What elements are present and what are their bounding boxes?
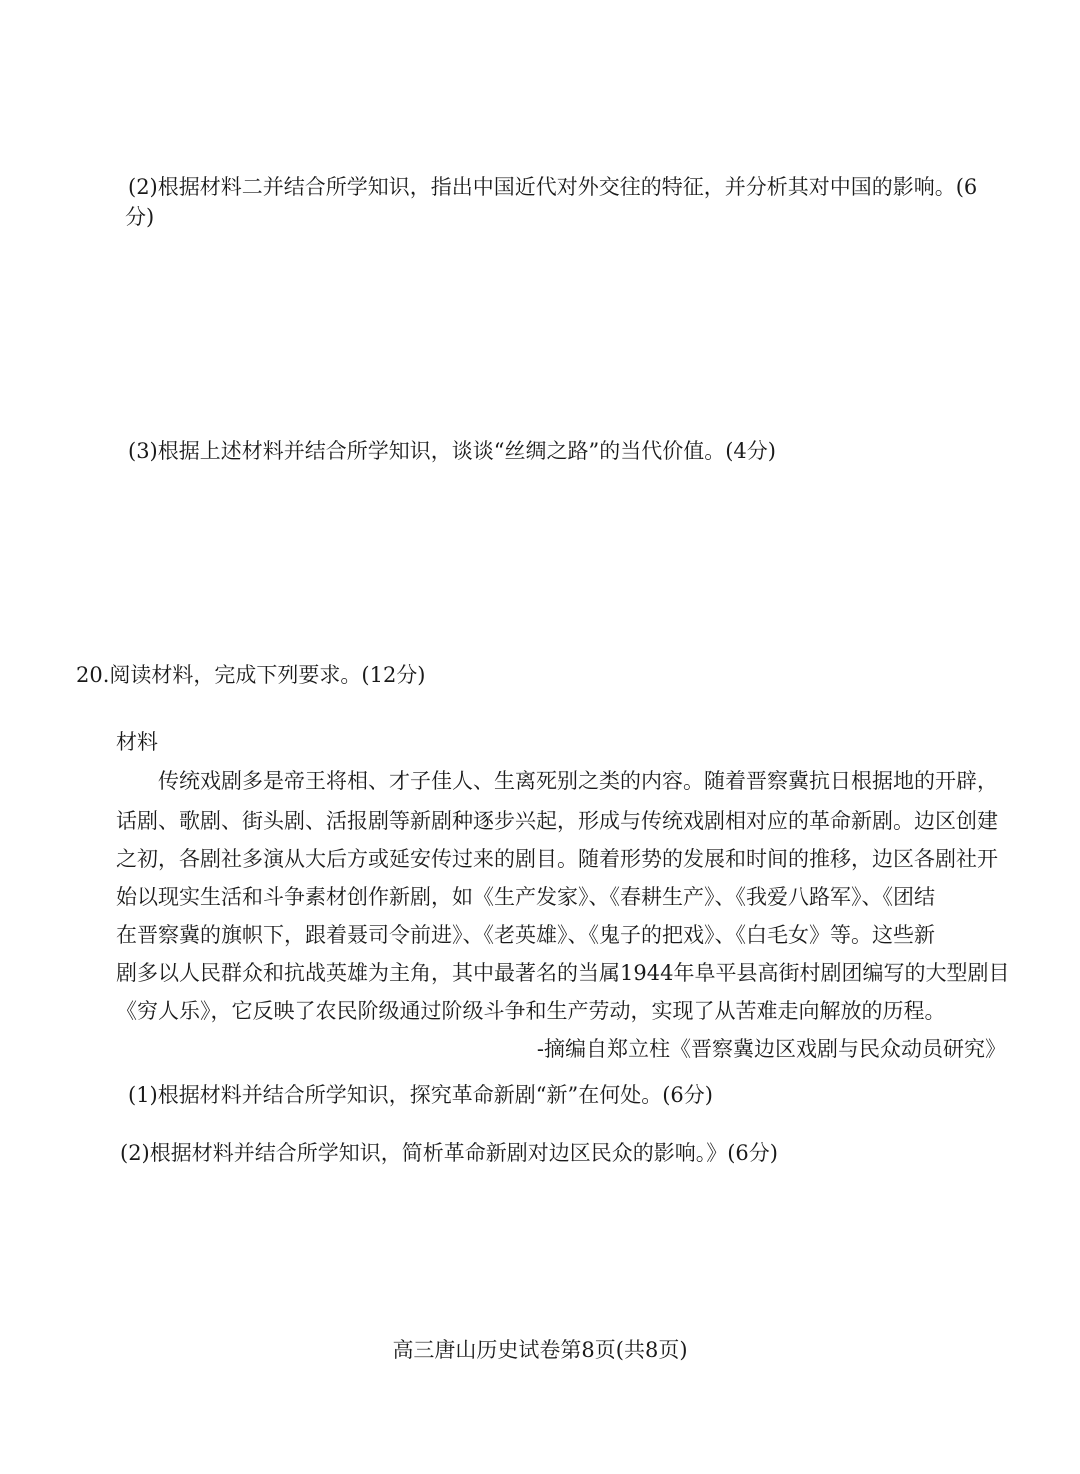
material-source: -摘编自郑立柱《晋察冀边区戏剧与民众动员研究》 (536, 1037, 1006, 1061)
page-footer: 高三唐山历史试卷第8页(共8页) (392, 1338, 688, 1362)
material-label: 材料 (116, 730, 158, 754)
material-line: 传统戏剧多是帝王将相、才子佳人、生离死别之类的内容。随着晋察冀抗日根据地的开辟， (116, 769, 998, 793)
material-line: 剧多以人民群众和抗战英雄为主角，其中最著名的当属1944年阜平县高街村剧团编写的大型剧目 (116, 961, 1010, 985)
question-19-part-2-line-2: 分) (125, 205, 155, 229)
question-19-part-2-line-1: (2)根据材料二并结合所学知识，指出中国近代对外交往的特征，并分析其对中国的影响。(6 (128, 175, 978, 199)
material-line: 始以现实生活和斗争素材创作新剧，如《生产发家》、《春耕生产》、《我爱八路军》、《团结 (116, 885, 935, 909)
material-line: 话剧、歌剧、街头剧、活报剧等新剧种逐步兴起，形成与传统戏剧相对应的革命新剧。边区创建 (116, 809, 998, 833)
question-20-title: 20.阅读材料，完成下列要求。(12分) (76, 663, 426, 687)
question-20-part-2: (2)根据材料并结合所学知识，简析革命新剧对边区民众的影响。》(6分) (120, 1141, 778, 1165)
material-line: 在晋察冀的旗帜下，跟着聂司令前进》、《老英雄》、《鬼子的把戏》、《白毛女》等。这些新 (116, 923, 935, 947)
question-19-part-3: (3)根据上述材料并结合所学知识，谈谈“丝绸之路”的当代价值。(4分) (128, 439, 776, 463)
material-line: 《穷人乐》，它反映了农民阶级通过阶级斗争和生产劳动，实现了从苦难走向解放的历程。 (116, 999, 946, 1023)
material-line: 之初，各剧社多演从大后方或延安传过来的剧目。随着形势的发展和时间的推移，边区各剧社开 (116, 847, 998, 871)
question-20-part-1: (1)根据材料并结合所学知识，探究革命新剧“新”在何处。(6分) (128, 1083, 713, 1107)
